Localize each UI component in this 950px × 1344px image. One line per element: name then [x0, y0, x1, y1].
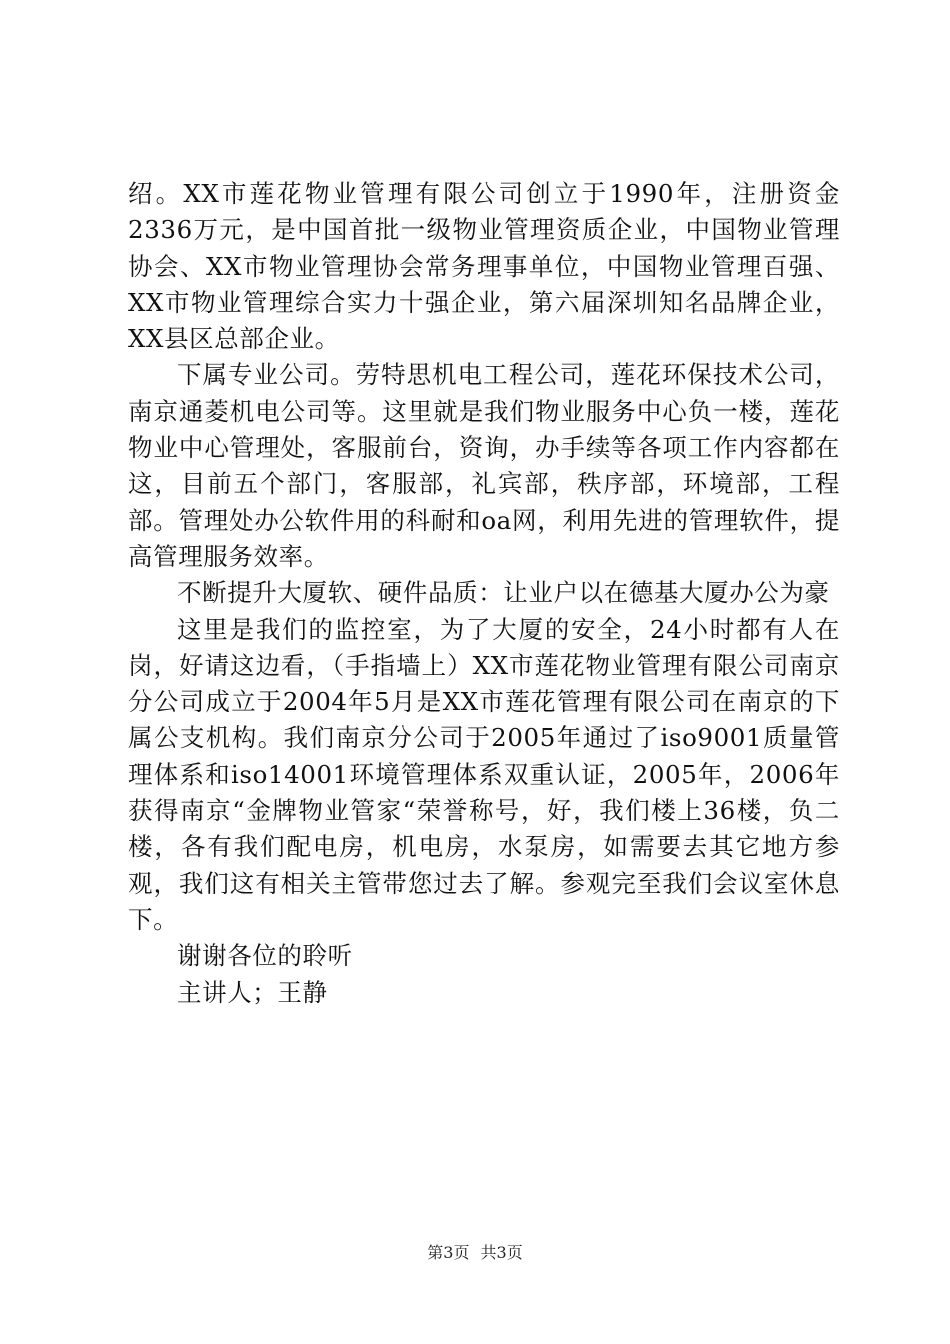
paragraph-thanks: 谢谢各位的聆听 — [177, 941, 353, 971]
page-total: 共3页 — [480, 1243, 523, 1262]
paragraph-subsidiaries: 下属专业公司。劳特思机电工程公司，莲花环保技术公司，南京通菱机电公司等。这里就是我们物业服务中心负一楼，莲花物业中心管理处，客服前台，资询，办手续等各项工作内容都在这，目前五个部门，客服部，礼宾部，秩序部，环境部，工程部。管理处办公软件用的科耐和oa网，利用先进的管理软件，提高管理服务效率。 — [128, 360, 840, 571]
paragraph-company-intro: 绍。XX市莲花物业管理有限公司创立于1990年，注册资金2336万元，是中国首批一级物业管理资质企业，中国物业管理协会、XX市物业管理协会常务理事单位，中国物业管理百强、XX市物业管理综合实力十强企业，第六届深圳知名品牌企业，XX县区总部企业。 — [128, 179, 840, 354]
page-footer — [0, 1243, 950, 1263]
paragraph-monitoring-room: 这里是我们的监控室，为了大厦的安全，24小时都有人在岗，好请这边看，（手指墙上）XX市莲花物业管理有限公司南京分公司成立于2004年5月是XX市莲花管理有限公司在南京的下属公支机构。我们南京分公司于2005年通过了iso9001质量管理体系和iso14001环境管理体系双重认证，2005年，2006年获得南京“金牌物业管家“荣誉称号，好，我们楼上36楼，负二楼，各有我们配电房，机电房，水泵房，如需要去其它地方参观，我们这有相关主管带您过去了解。参观完至我们会议室休息下。 — [128, 614, 840, 934]
paragraph-speaker: 主讲人；王静 — [177, 977, 328, 1007]
document-body — [128, 176, 840, 1011]
paragraph-quality-slogan: 不断提升大厦软、硬件品质：让业户以在德基大厦办公为豪 — [177, 578, 830, 608]
page-number: 第3页 — [427, 1243, 470, 1262]
